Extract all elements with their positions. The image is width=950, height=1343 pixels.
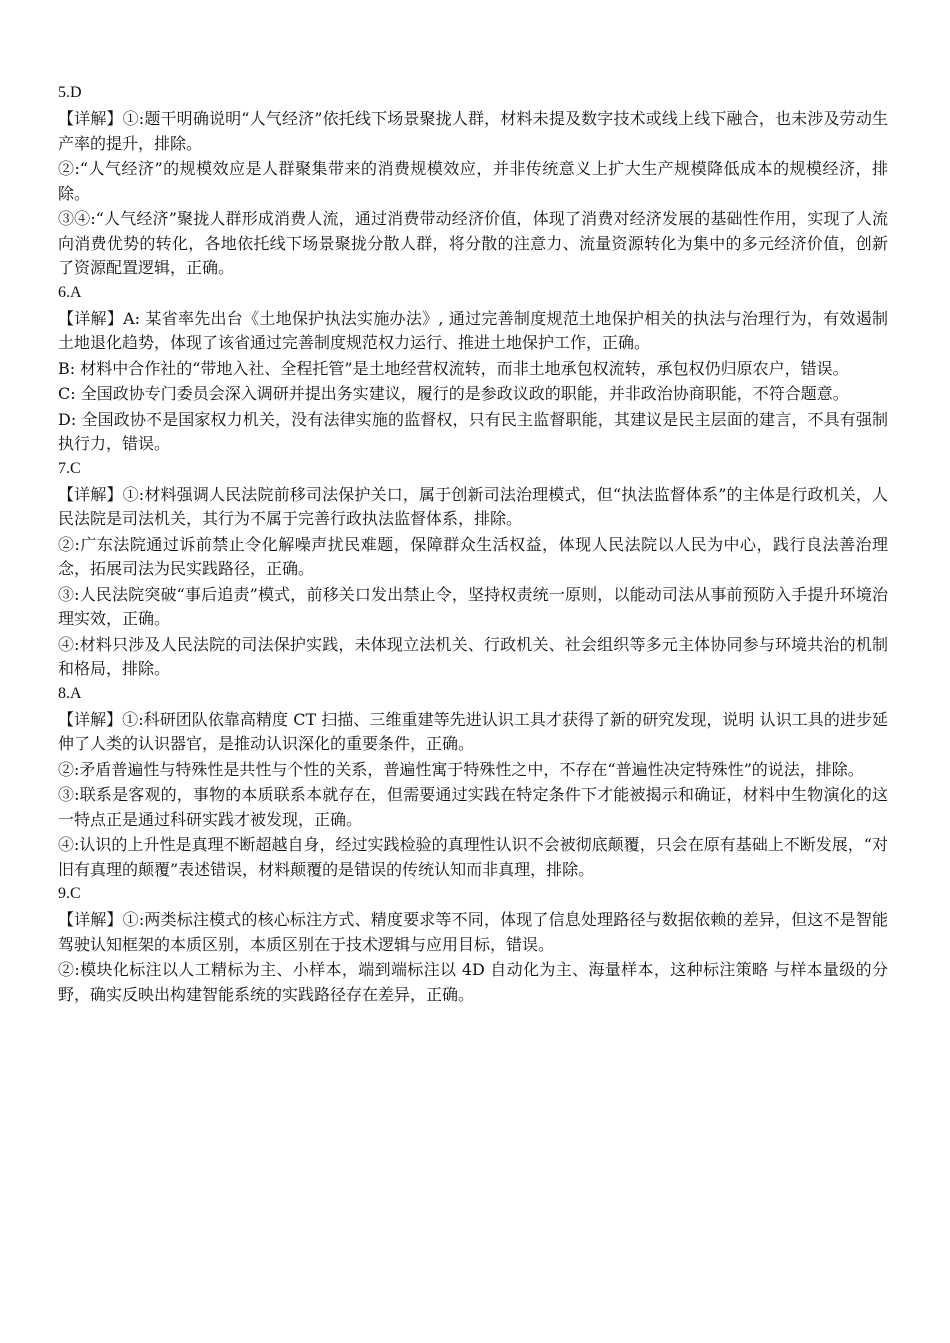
explanation-paragraph: 【详解】①:科研团队依靠高精度 CT 扫描、三维重建等先进认识工具才获得了新的研究发现，说明 认识工具的进步延伸了人类的认识器官，是推动认识深化的重要条件，正确。 bbox=[58, 709, 888, 753]
question-section bbox=[58, 82, 888, 281]
question-section bbox=[58, 458, 888, 682]
explanation-paragraph: ②:模块化标注以人工精标为主、小样本，端到端标注以 4D 自动化为主、海量样本，这种标注策略 与样本量级的分野，确实反映出构建智能系统的实践路径存在差异，正确。 bbox=[58, 960, 888, 1004]
question-answer-heading: 9.C bbox=[58, 885, 81, 902]
question-answer-heading: 5.D bbox=[58, 84, 82, 101]
question-section bbox=[58, 883, 888, 1007]
explanation-paragraph: ②:“人气经济”的规模效应是人群聚集带来的消费规模效应，并非传统意义上扩大生产规模降低成本的规模经济，排除。 bbox=[58, 159, 888, 203]
explanation-paragraph: 【详解】①:题干明确说明“人气经济”依托线下场景聚拢人群，材料未提及数字技术或线上线下融合，也未涉及劳动生产率的提升，排除。 bbox=[58, 109, 888, 153]
explanation-paragraph: ②:广东法院通过诉前禁止令化解噪声扰民难题，保障群众生活权益，体现人民法院以人民为中心，践行良法善治理念，拓展司法为民实践路径，正确。 bbox=[58, 534, 888, 578]
explanation-paragraph: ③④:“人气经济”聚拢人群形成消费人流，通过消费带动经济价值，体现了消费对经济发展的基础性作用，实现了人流向消费优势的转化，各地依托线下场景聚拢分散人群，将分散的注意力、流量资源转化为集中的多元经济价值，创新了资源配置逻辑，正确。 bbox=[58, 209, 888, 277]
answer-document bbox=[58, 82, 888, 1008]
explanation-paragraph: D: 全国政协不是国家权力机关，没有法律实施的监督权，只有民主监督职能，其建议是民主层面的建言，不具有强制执行力，错误。 bbox=[58, 409, 888, 453]
explanation-paragraph: ④:材料只涉及人民法院的司法保护实践，未体现立法机关、行政机关、社会组织等多元主体协同参与环境共治的机制和格局，排除。 bbox=[58, 634, 888, 678]
question-answer-heading: 7.C bbox=[58, 459, 81, 477]
explanation-paragraph: ③:联系是客观的，事物的本质联系本就存在，但需要通过实践在特定条件下才能被揭示和确证，材料中生物演化的这一特点正是通过科研实践才被发现，正确。 bbox=[58, 785, 888, 829]
explanation-paragraph: C: 全国政协专门委员会深入调研并提出务实建议，履行的是参政议政的职能，并非政治协商职能，不符合题意。 bbox=[58, 384, 849, 403]
question-section bbox=[58, 683, 888, 883]
question-answer-heading: 8.A bbox=[58, 684, 82, 702]
explanation-paragraph: B: 材料中合作社的“带地入社、全程托管”是土地经营权流转，而非土地承包权流转，承包权仍归原农户，错误。 bbox=[58, 358, 849, 378]
explanation-paragraph: 【详解】①:材料强调人民法院前移司法保护关口，属于创新司法治理模式，但“执法监督体系”的主体是行政机关，人民法院是司法机关，其行为不属于完善行政执法监督体系，排除。 bbox=[58, 484, 888, 528]
explanation-paragraph: ④:认识的上升性是真理不断超越自身，经过实践检验的真理性认识不会被彻底颠覆，只会在原有基础上不断发展，“对旧有真理的颠覆”表述错误，材料颠覆的是错误的传统认知而非真理，排除。 bbox=[58, 835, 888, 879]
explanation-paragraph: 【详解】A: 某省率先出台《土地保护执法实施办法》, 通过完善制度规范土地保护相关的执法与治理行为，有效遏制土地退化趋势，体现了该省通过完善制度规范权力运行、推进土地保护工作，正确。 bbox=[58, 308, 888, 352]
explanation-paragraph: ③:人民法院突破“事后追责”模式，前移关口发出禁止令，坚持权责统一原则，以能动司法从事前预防入手提升环境治理实效，正确。 bbox=[58, 584, 888, 628]
question-section bbox=[58, 282, 888, 457]
explanation-paragraph: 【详解】①:两类标注模式的核心标注方式、精度要求等不同，体现了信息处理路径与数据依赖的差异，但这不是智能驾驶认知框架的本质区别，本质区别在于技术逻辑与应用目标，错误。 bbox=[58, 910, 888, 954]
explanation-paragraph: ②:矛盾普遍性与特殊性是共性与个性的关系，普遍性寓于特殊性之中，不存在“普遍性决定特殊性”的说法，排除。 bbox=[58, 759, 864, 779]
question-answer-heading: 6.A bbox=[58, 283, 82, 301]
